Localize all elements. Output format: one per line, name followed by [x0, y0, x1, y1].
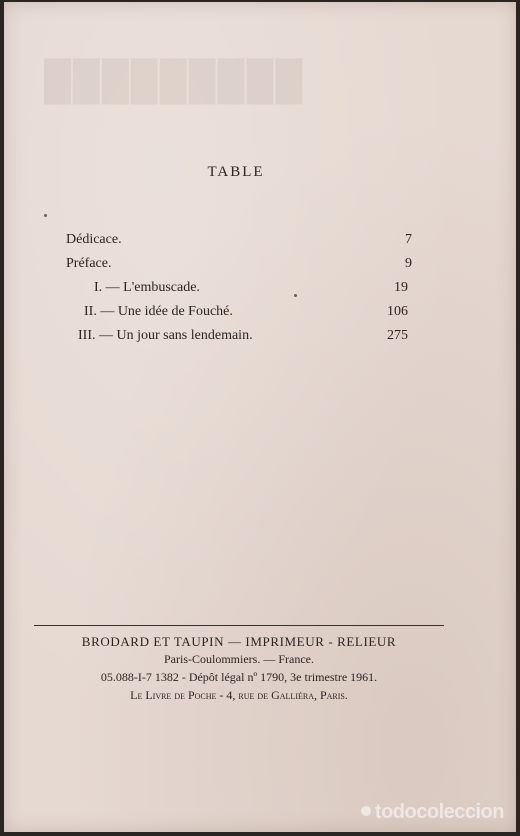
toc-entry-page: 275 [387, 328, 408, 343]
watermark-text: todocoleccion [374, 801, 504, 823]
toc-title: TABLE [207, 164, 265, 180]
toc-entry-label: II. — Une idée de Fouché. [84, 304, 233, 319]
toc-entry-page: 106 [387, 304, 408, 319]
toc-entry-label: I. — L'embuscade. [94, 280, 200, 295]
toc-entry-label: Préface. [66, 256, 112, 271]
toc-entry-label: III. — Un jour sans lendemain. [78, 328, 253, 343]
book-page [4, 2, 516, 832]
toc-entry-page: 7 [405, 232, 412, 247]
paper-speck [44, 214, 47, 217]
toc-entry-label: Dédicace. [66, 232, 122, 247]
imprint-legal-deposit: 05.088-I-7 1382 - Dépôt légal nº 1790, 3e trimestre 1961. [100, 670, 378, 684]
watermark-logo-icon [361, 806, 371, 816]
imprint-printer: BRODARD ET TAUPIN — IMPRIMEUR - RELIEUR [81, 634, 397, 649]
watermark [361, 801, 504, 824]
imprint-location: Paris-Coulommiers. — France. [164, 652, 314, 666]
imprint-publisher: Le Livre de Poche - 4, rue de Galliéra, Paris. [130, 688, 348, 702]
imprint-rule [34, 625, 444, 626]
paper-speck [294, 294, 297, 297]
toc-entry-page: 9 [405, 256, 412, 271]
toc-entry-page: 19 [394, 280, 408, 295]
show-through-text: █████████ [44, 60, 305, 102]
